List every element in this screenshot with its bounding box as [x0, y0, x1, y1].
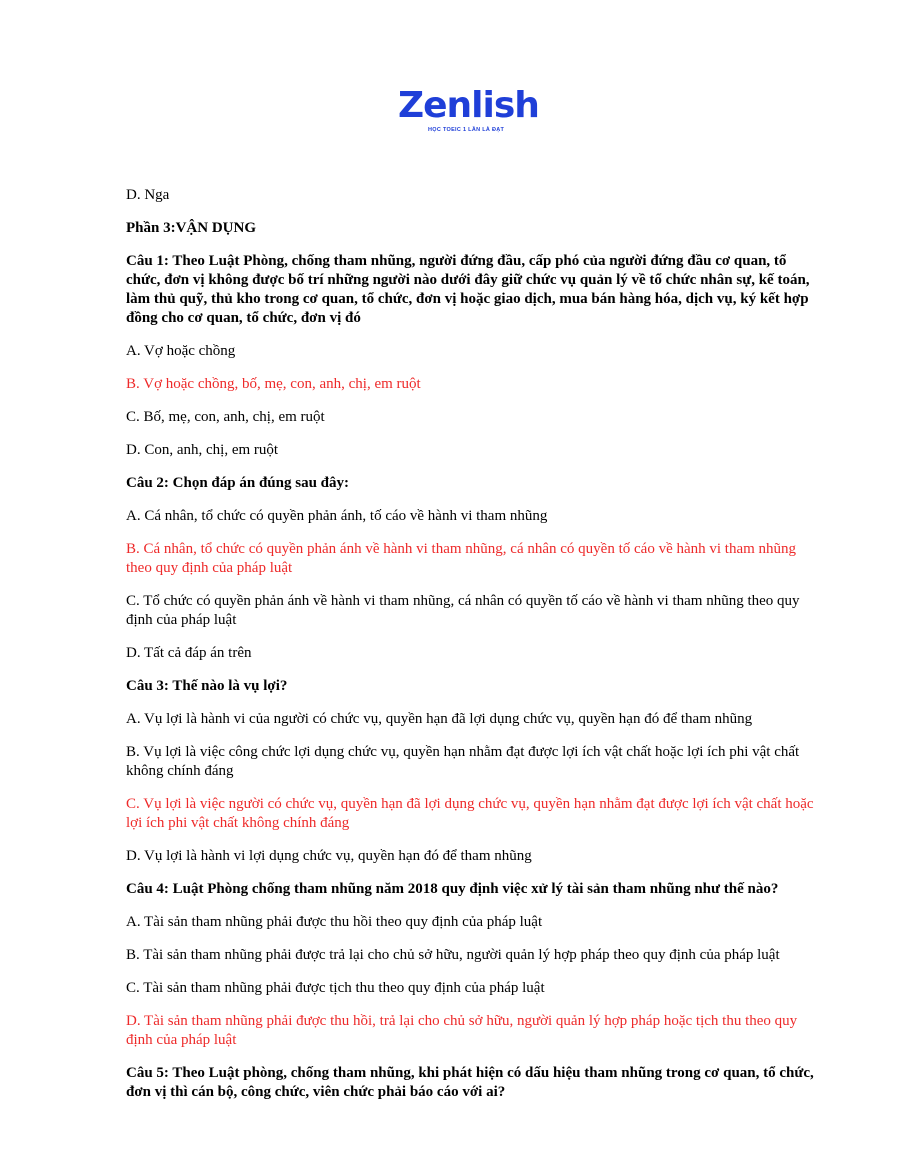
- question-3-option-b: B. Vụ lợi là việc công chức lợi dụng chức vụ, quyền hạn nhằm đạt được lợi ích vật chất hoặc lợi ích phi vật chất không chính đáng: [126, 744, 800, 779]
- document-body: [126, 186, 820, 1116]
- question-4-option-d-correct: D. Tài sản tham nhũng phải được thu hồi, trả lại cho chủ sở hữu, người quản lý hợp pháp hoặc tịch thu theo quy định của pháp luật: [126, 1013, 798, 1048]
- question-2: Câu 2: Chọn đáp án đúng sau đây:: [126, 475, 350, 491]
- question-4-option-a: A. Tài sản tham nhũng phải được thu hồi theo quy định của pháp luật: [126, 914, 543, 930]
- question-1-option-b-correct: B. Vợ hoặc chồng, bố, mẹ, con, anh, chị, em ruột: [126, 376, 421, 392]
- question-4: Câu 4: Luật Phòng chống tham nhũng năm 2018 quy định việc xử lý tài sản tham nhũng như thế nào?: [126, 881, 779, 897]
- question-1-option-a: A. Vợ hoặc chồng: [126, 343, 236, 359]
- question-2-option-c: C. Tổ chức có quyền phản ánh về hành vi tham nhũng, cá nhân có quyền tố cáo về hành vi tham nhũng theo quy định của pháp luật: [126, 593, 800, 628]
- question-3-option-d: D. Vụ lợi là hành vi lợi dụng chức vụ, quyền hạn đó để tham nhũng: [126, 848, 532, 864]
- question-3-option-a: A. Vụ lợi là hành vi của người có chức vụ, quyền hạn đã lợi dụng chức vụ, quyền hạn đó để tham nhũng: [126, 711, 753, 727]
- previous-option: D. Nga: [126, 187, 170, 203]
- question-1-option-c: C. Bố, mẹ, con, anh, chị, em ruột: [126, 409, 325, 425]
- question-4-option-b: B. Tài sản tham nhũng phải được trả lại cho chủ sở hữu, người quản lý hợp pháp theo quy định của pháp luật: [126, 947, 780, 963]
- logo-wordmark: Zenlish: [398, 85, 539, 126]
- question-4-option-c: C. Tài sản tham nhũng phải được tịch thu theo quy định của pháp luật: [126, 980, 545, 996]
- question-2-option-d: D. Tất cả đáp án trên: [126, 645, 252, 661]
- question-5: Câu 5: Theo Luật phòng, chống tham nhũng, khi phát hiện có dấu hiệu tham nhũng trong cơ quan, tổ chức, đơn vị thì cán bộ, công chức, viên chức phải báo cáo với ai?: [126, 1065, 814, 1100]
- question-1: Câu 1: Theo Luật Phòng, chống tham nhũng, người đứng đầu, cấp phó của người đứng đầu cơ quan, tổ chức, đơn vị không được bố trí những người nào dưới đây giữ chức vụ quản lý về tổ chức nhân sự, kế toán, làm thủ quỹ, thủ kho trong cơ quan, tổ chức, đơn vị hoặc giao dịch, mua bán hàng hóa, dịch vụ, ký kết hợp đồng cho cơ quan, tổ chức, đơn vị đó: [126, 253, 810, 326]
- question-3: Câu 3: Thế nào là vụ lợi?: [126, 678, 288, 694]
- question-2-option-b-correct: B. Cá nhân, tổ chức có quyền phản ánh về hành vi tham nhũng, cá nhân có quyền tố cáo về hành vi tham nhũng theo quy định của pháp luật: [126, 541, 797, 576]
- question-3-option-c-correct: C. Vụ lợi là việc người có chức vụ, quyền hạn đã lợi dụng chức vụ, quyền hạn nhằm đạt được lợi ích vật chất hoặc lợi ích phi vật chất không chính đáng: [126, 796, 814, 831]
- zenlish-logo: [398, 86, 538, 136]
- logo-tagline: HỌC TOEIC 1 LẦN LÀ ĐẠT: [428, 127, 505, 133]
- question-2-option-a: A. Cá nhân, tổ chức có quyền phản ánh, tố cáo về hành vi tham nhũng: [126, 508, 548, 524]
- question-1-option-d: D. Con, anh, chị, em ruột: [126, 442, 279, 458]
- section-title: Phần 3:VẬN DỤNG: [126, 220, 257, 236]
